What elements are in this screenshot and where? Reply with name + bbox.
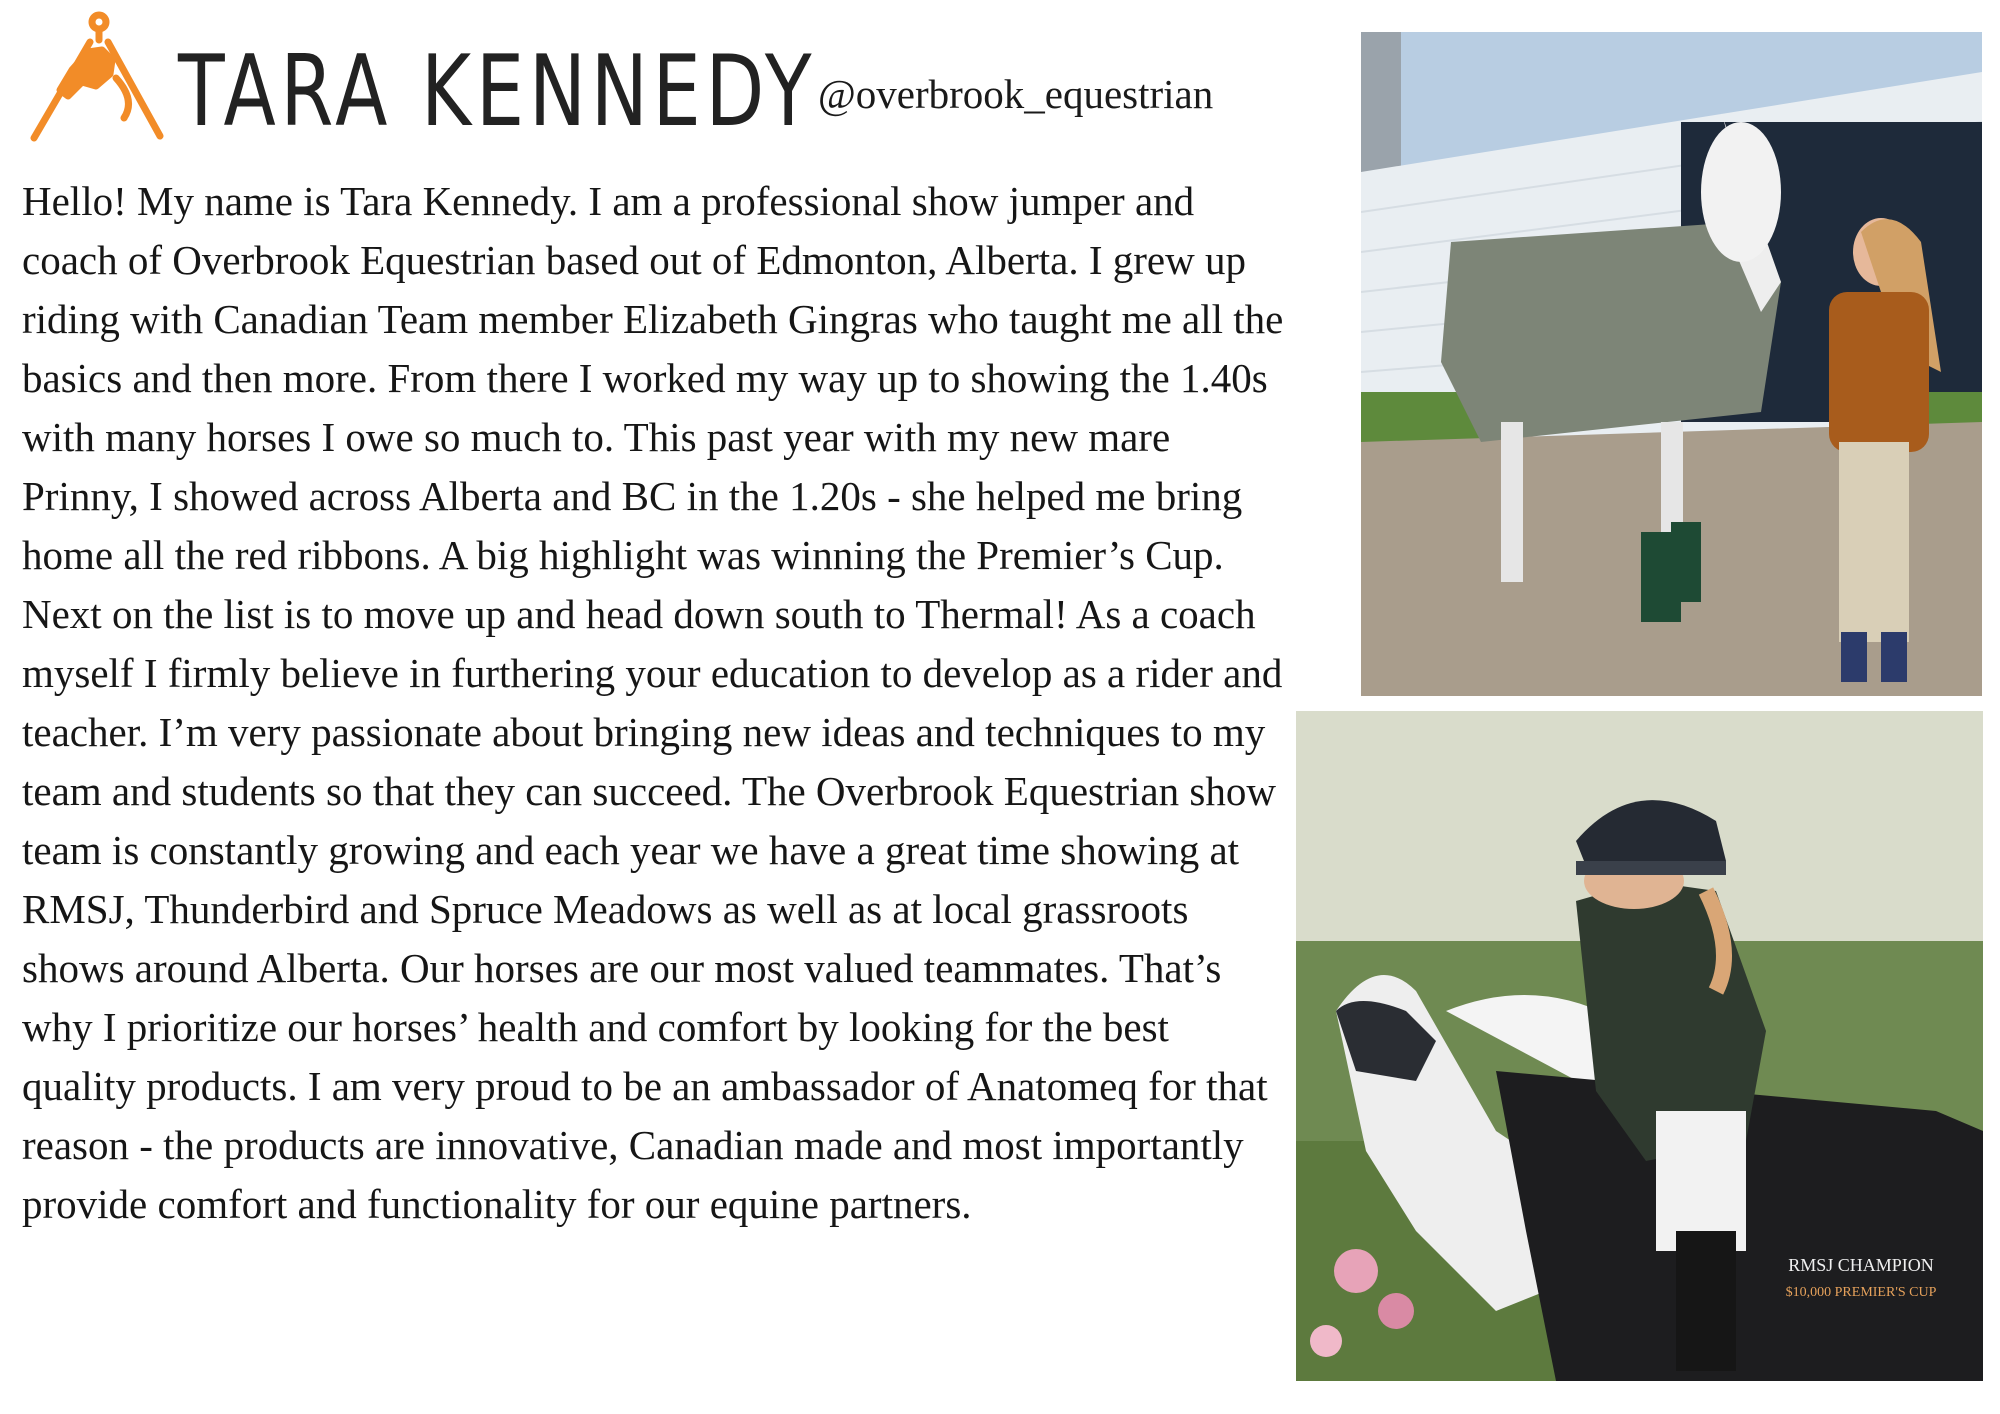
horse-barn-image xyxy=(1361,32,1982,696)
rider-horse-image xyxy=(1296,711,1983,1381)
social-handle: @overbrook_equestrian xyxy=(818,71,1214,117)
photo-rider-on-horse xyxy=(1296,711,1983,1381)
bio-paragraph: Hello! My name is Tara Kennedy. I am a professional show jumper and coach of Overbrook Equestrian based out of Edmonton, Alberta. I grew up riding with Canadian Team member Elizabeth Gingras who taught me all the basics and then more. From there I worked my way up to showing the 1.40s with many horses I owe so much to. This past year with my new mare Prinny, I showed across Alberta and BC in the 1.20s - she helped me bring home all the red ribbons. A big highlight was winning the Premier’s Cup. Next on the list is to move up and head down south to Thermal! As a coach myself I firmly believe in furthering your education to develop as a rider and teacher. I’m very passionate about bringing new ideas and techniques to my team and students so that they can succeed. The Overbrook Equestrian show team is constantly growing and each year we have a great time showing at RMSJ, Thunderbird and Spruce Meadows as well as at local grassroots shows around Alberta. Our horses are our most valued teammates. That’s why I prioritize our horses’ health and comfort by looking for the best quality products. I am very proud to be an ambassador of Anatomeq for that reason - the products are innovative, Canadian made and most importantly provide comfort and functionality for our equine partners. xyxy=(22,178,1284,1227)
cooler-premiers-cup-text: $10,000 PREMIER'S CUP xyxy=(1785,1285,1937,1300)
photo-horse-with-rider-standing xyxy=(1361,32,1982,696)
page-title: TARA KENNEDY xyxy=(178,35,817,149)
horse-compass-logo-icon xyxy=(24,8,174,148)
brand-logo xyxy=(24,8,174,148)
cooler-champion-text: RMSJ CHAMPION xyxy=(1788,1255,1934,1275)
